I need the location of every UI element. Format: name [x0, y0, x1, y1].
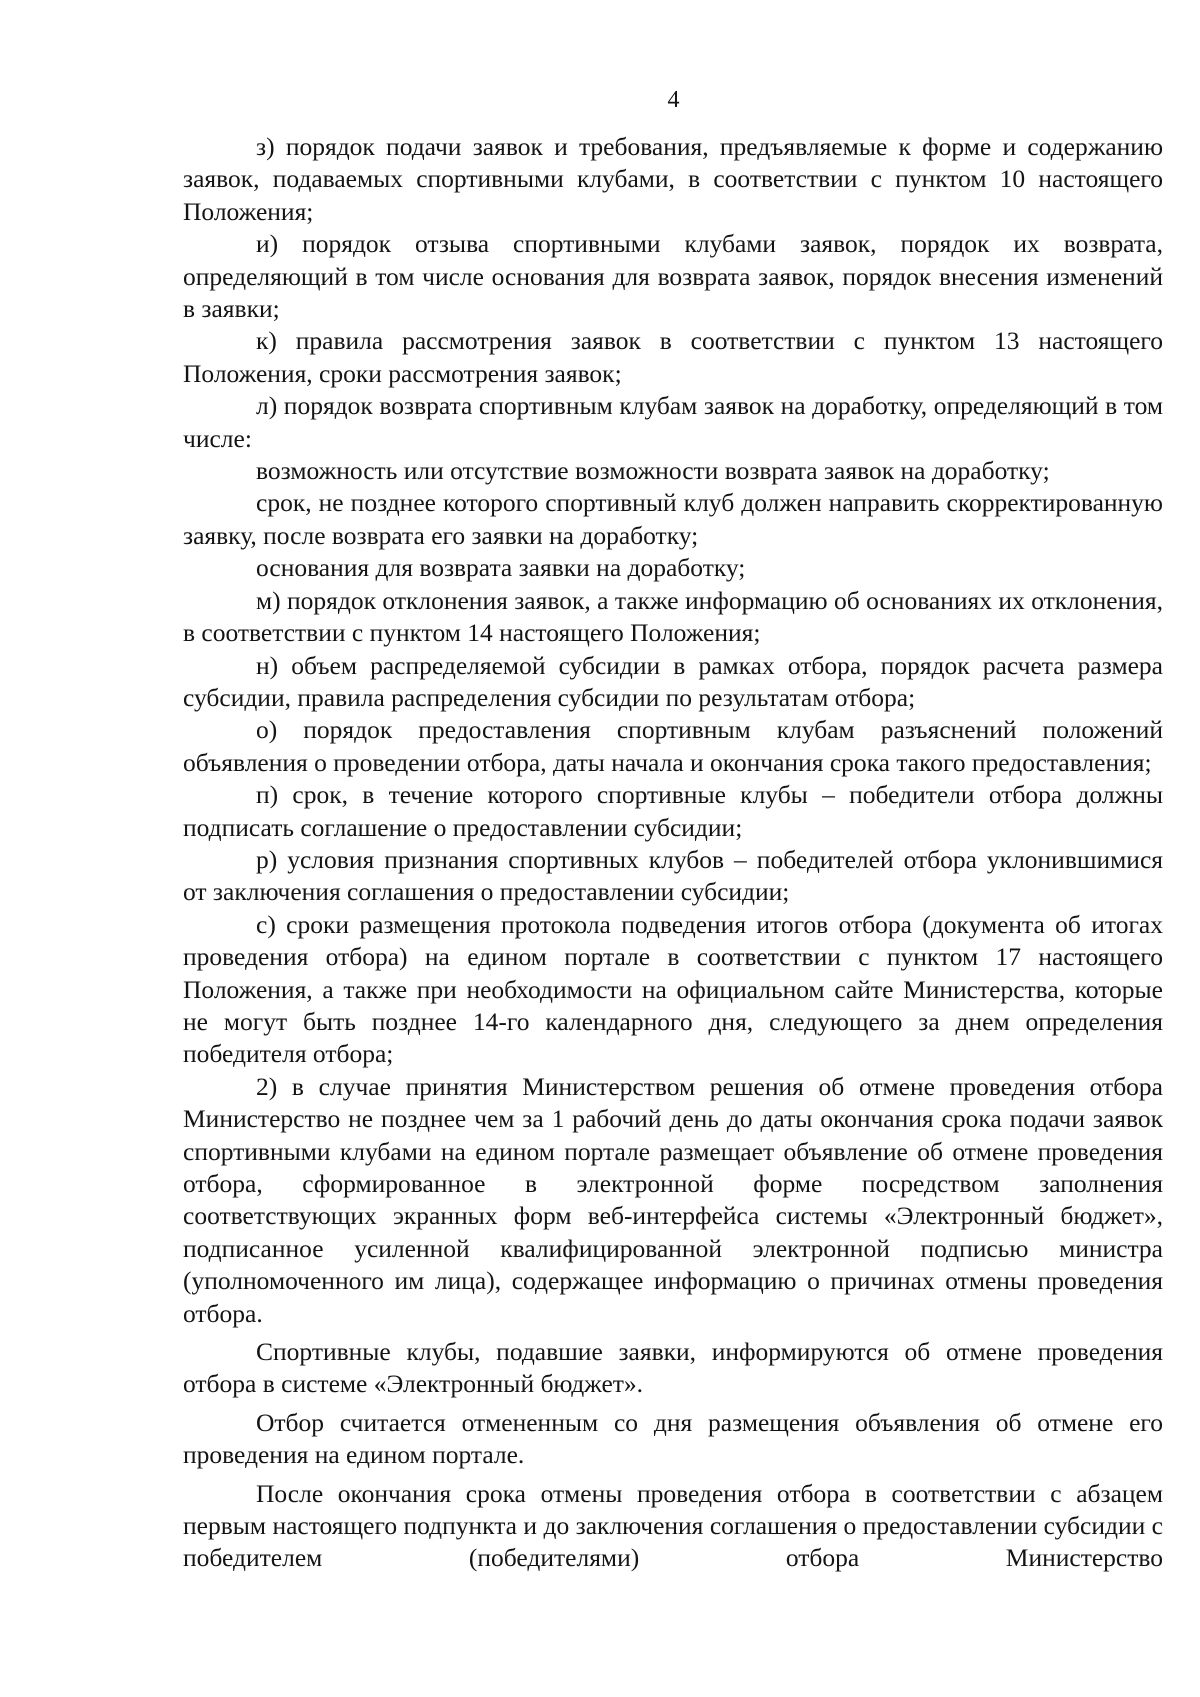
paragraph-l: л) порядок возврата спортивным клубам заявок на доработку, определяющий в том числе: — [183, 391, 1163, 453]
paragraph-k: к) правила рассмотрения заявок в соответствии с пунктом 13 настоящего Положения, сроки рассмотрения заявок; — [183, 326, 1163, 388]
page-number: 4 — [667, 87, 680, 113]
paragraph-n: н) объем распределяемой субсидии в рамках отбора, порядок расчета размера субсидии, правила распределения субсидии по результатам отбора; — [183, 650, 1163, 712]
paragraph-selection-cancelled: Отбор считается отмененным со дня размещения объявления об отмене его проведения на едином портале. — [183, 1407, 1163, 1470]
document-body — [183, 131, 1163, 1575]
paragraph-o: о) порядок предоставления спортивным клубам разъяснений положений объявления о проведении отбора, даты начала и окончания срока такого предоставления; — [183, 715, 1163, 777]
paragraph-m: м) порядок отклонения заявок, а также информацию об основаниях их отклонения, в соответствии с пунктом 14 настоящего Положения; — [183, 585, 1163, 648]
paragraph-after-cancellation: После окончания срока отмены проведения отбора в соответствии с абзацем первым настоящего подпункта и до заключения соглашения о предоставлении субсидии с победителем (победителями) отбора Министерство — [183, 1478, 1163, 1573]
paragraph-2: 2) в случае принятия Министерством решения об отмене проведения отбора Министерство не позднее чем за 1 рабочий день до даты окончания срока подачи заявок спортивными клубами на едином портале размещает объявление об отмене проведения отбора, сформированное в электронной форме посредством заполнения соответствующих экранных форм веб-интерфейса системы «Электронный бюджет», подписанное усиленной квалифицированной электронной подписью министра (уполномоченного им лица), содержащее информацию о причинах отмены проведения отбора. — [183, 1071, 1163, 1328]
paragraph-clubs-informed: Спортивные клубы, подавшие заявки, информируются об отмене проведения отбора в системе «Электронный бюджет». — [183, 1337, 1163, 1399]
paragraph-l-item-3: основания для возврата заявки на доработку; — [256, 553, 746, 583]
paragraph-i: и) порядок отзыва спортивными клубами заявок, порядок их возврата, определяющий в том числе основания для возврата заявок, порядок внесения изменений в заявки; — [183, 229, 1163, 324]
paragraph-r: р) условия признания спортивных клубов – победителей отбора уклонившимися от заключения соглашения о предоставлении субсидии; — [183, 844, 1163, 907]
paragraph-s: с) сроки размещения протокола подведения итогов отбора (документа об итогах проведения отбора) на едином портале в соответствии с пунктом 17 настоящего Положения, а также при необходимости на официальном сайте Министерства, которые не могут быть позднее 14-го календарного дня, следующего за днем определения победителя отбора; — [183, 909, 1163, 1069]
paragraph-z: з) порядок подачи заявок и требования, предъявляемые к форме и содержанию заявок, подаваемых спортивными клубами, в соответствии с пунктом 10 настоящего Положения; — [183, 132, 1163, 226]
paragraph-l-item-2: срок, не позднее которого спортивный клуб должен направить скорректированную заявку, после возврата его заявки на доработку; — [183, 488, 1163, 550]
paragraph-p: п) срок, в течение которого спортивные клубы – победители отбора должны подписать соглашение о предоставлении субсидии; — [183, 780, 1163, 842]
paragraph-l-item-1: возможность или отсутствие возможности возврата заявок на доработку; — [256, 456, 1050, 486]
